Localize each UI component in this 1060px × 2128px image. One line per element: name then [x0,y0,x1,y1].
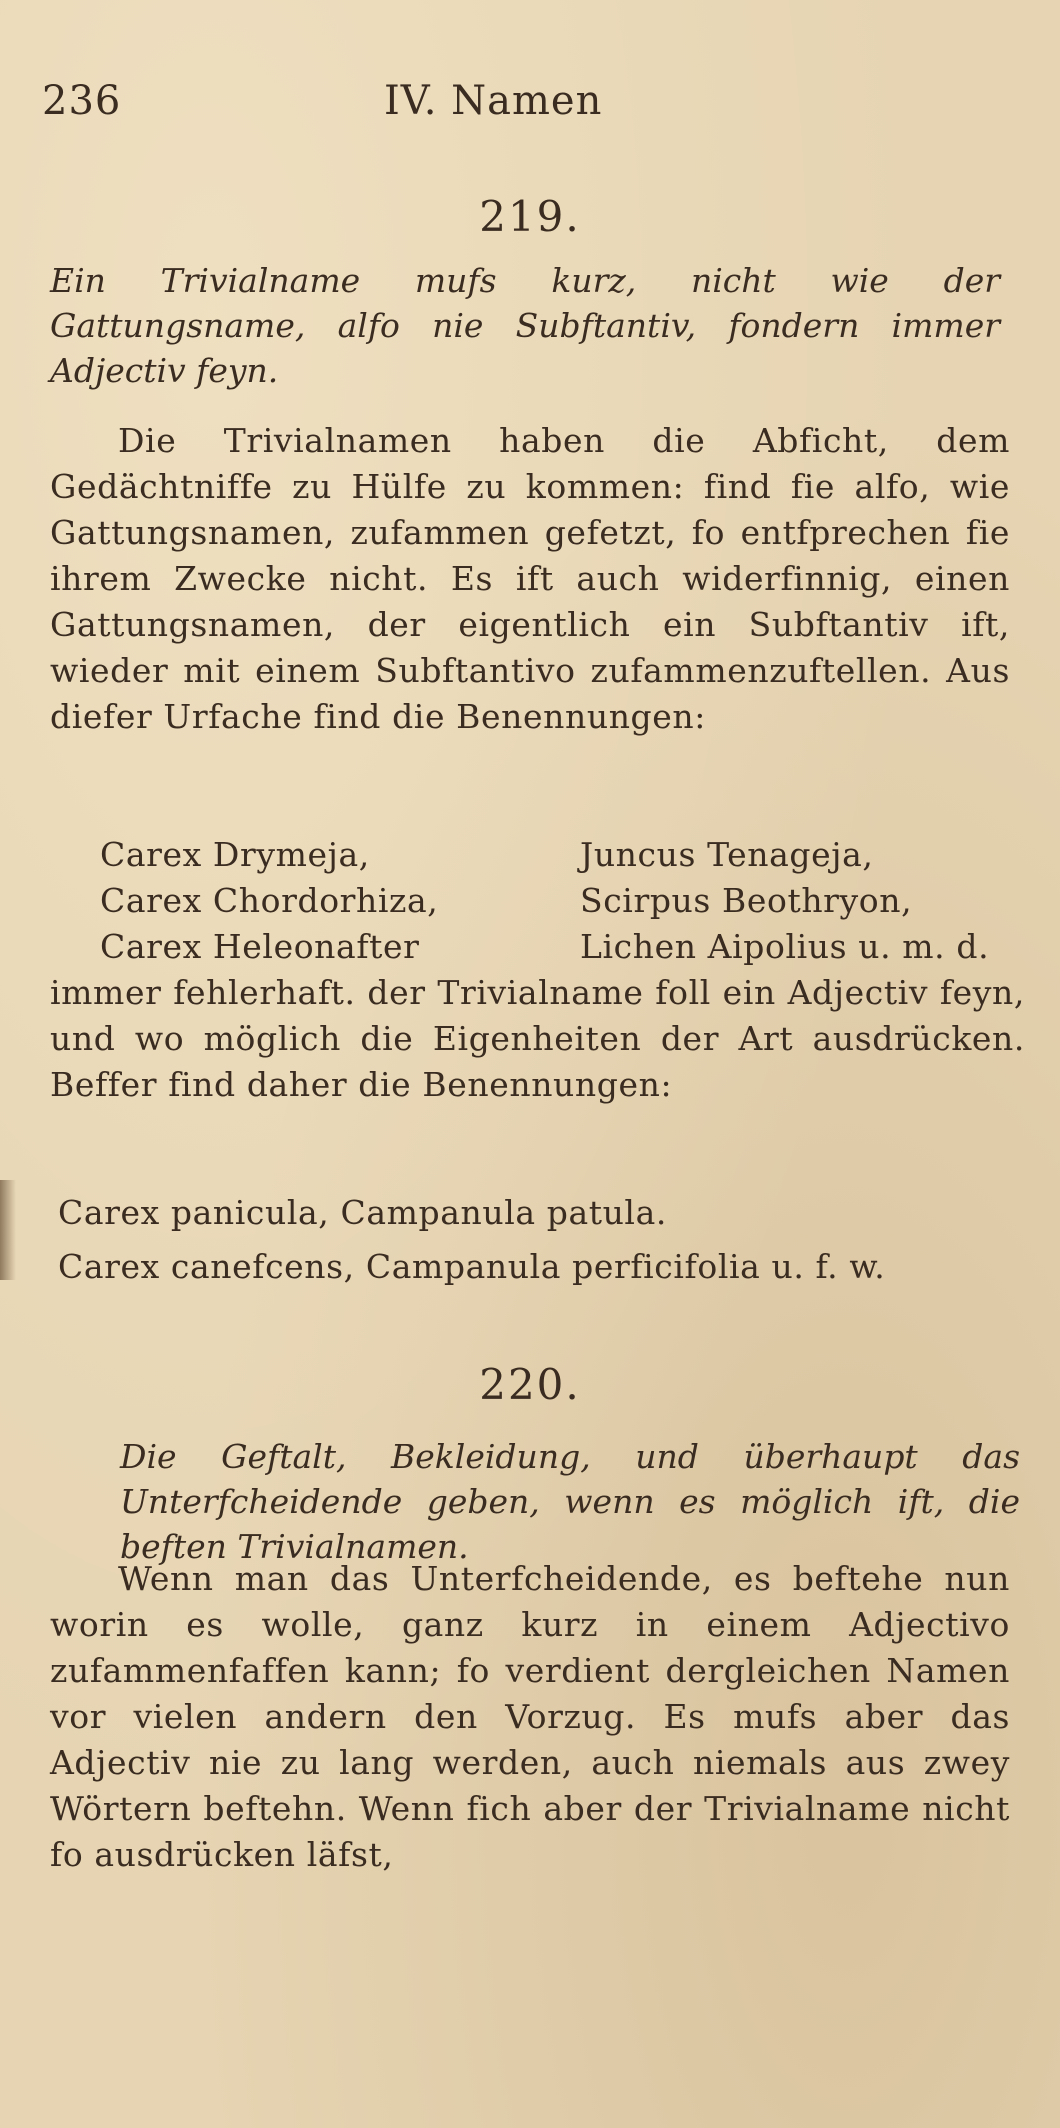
example-name: Scirpus Beothryon, [580,881,913,920]
example-row [0,924,1060,970]
page-edge-shadow [0,1180,16,1280]
example-row [0,832,1060,878]
section-220-paragraph-1 [50,1556,1010,1878]
page-number: 236 [42,78,122,124]
example-name: Carex Heleonafter [100,927,420,966]
example-row [0,878,1060,924]
section-220-rule: Die Geftalt, Bekleidung, und überhaupt das Unterfcheidende geben, wenn es möglich ift, die beften Trivialnamen. [120,1437,1020,1566]
example-name: Carex Chordorhiza, [100,881,439,920]
example-name: Lichen Aipolius u. m. d. [580,927,990,966]
paragraph-text: Wenn man das Unterfcheidende, es beftehe nun worin es wolle, ganz kurz in einem Adjectivo zufammenfaffen kann; fo verdient dergleichen Namen vor vielen andern den Vorzug. Es mufs aber das Adjectiv nie zu lang werden, auch niemals aus zwey Wörtern beftehn. Wenn fich aber der Trivialname nicht fo ausdrücken läfst, [50,1559,1010,1874]
example-name: Juncus Tenageja, [580,835,874,874]
example-name: Carex Drymeja, [100,835,370,874]
section-number-220: 220. [479,1360,581,1409]
example-line: Carex canefcens, Campanula perficifolia u. f. w. [58,1247,886,1286]
paragraph-text: Die Trivialnamen haben die Abficht, dem Gedächtniffe zu Hülfe zu kommen: find fie alfo, wie Gattungsnamen, zufammen gefetzt, fo entfprechen fie ihrem Zwecke nicht. Es ift auch widerfinnig, einen Gattungsnamen, der eigentlich ein Subftantiv ift, wieder mit einem Subftantivo zufammenzuftellen. Aus diefer Urfache find die Benennungen: [50,421,1010,736]
section-219-paragraph-1 [50,418,1010,740]
section-219-rule: Ein Trivialname mufs kurz, nicht wie der Gattungsname, alfo nie Subftantiv, fondern immer Adjectiv feyn. [50,261,1000,390]
page-header [42,72,1000,132]
example-line: Carex panicula, Campanula patula. [58,1193,667,1232]
running-title: IV. Namen [384,78,603,124]
section-219-paragraph-2 [50,970,1025,1108]
paragraph-text: immer fehlerhaft. der Trivialname foll ein Adjectiv feyn, und wo möglich die Eigenheiten der Art ausdrücken. Beffer find daher die Benennungen: [50,973,1025,1104]
section-number-219: 219. [479,192,581,241]
